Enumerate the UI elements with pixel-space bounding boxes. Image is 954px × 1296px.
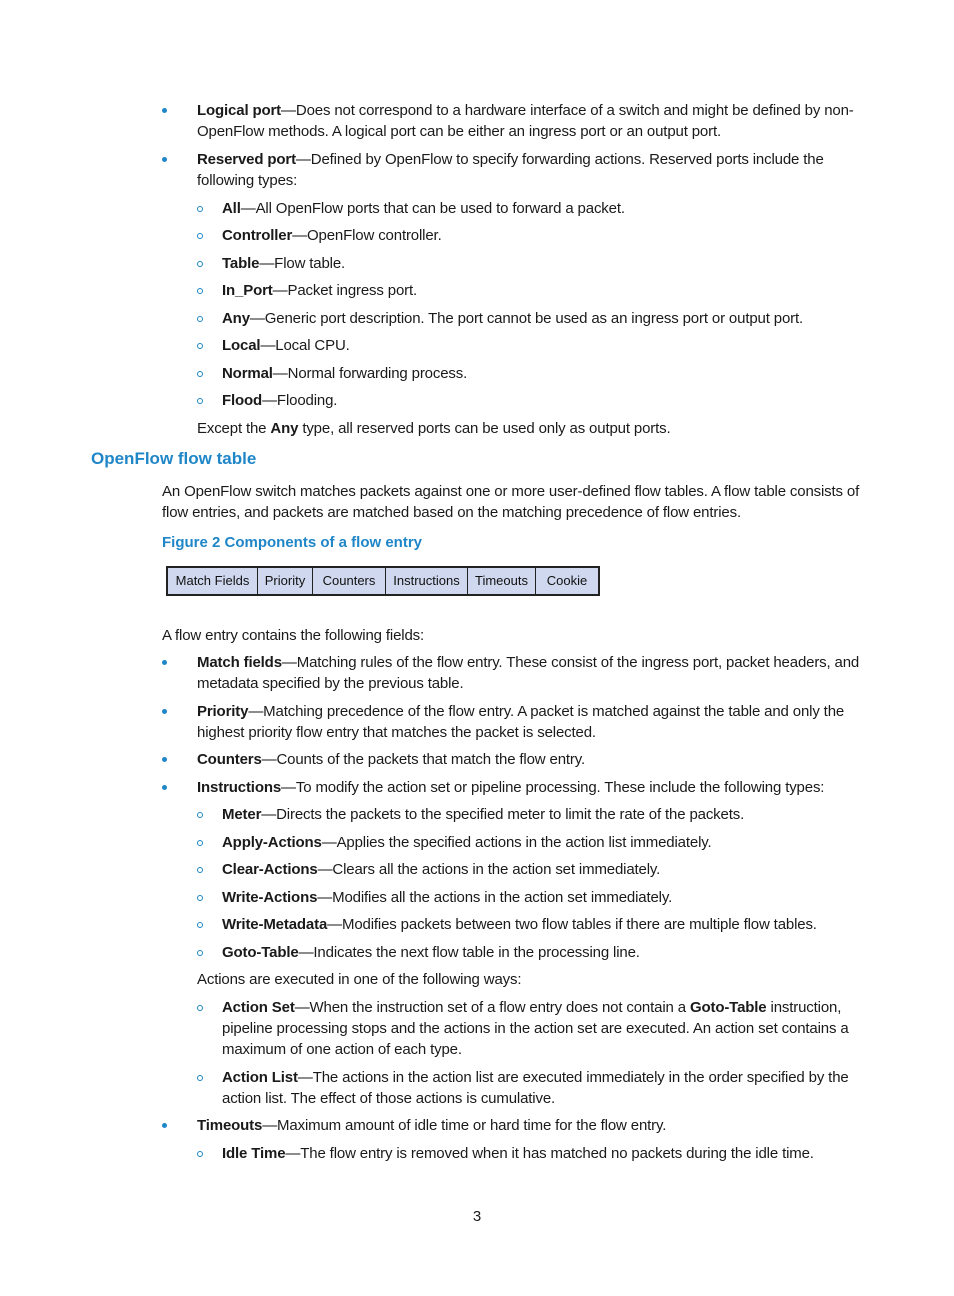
term: Idle Time (222, 1145, 286, 1162)
term: Meter (222, 806, 262, 823)
list-item (222, 914, 868, 935)
term: Apply-Actions (222, 834, 322, 851)
list-item (222, 335, 868, 356)
flow-cell-timeouts: Timeouts (468, 568, 536, 594)
description: —Defined by OpenFlow to specify forwarding actions. Reserved ports include the following types: (197, 151, 824, 189)
circle-bullet-icon (197, 812, 203, 818)
circle-bullet-icon (197, 371, 203, 377)
term: Write-Metadata (222, 916, 328, 933)
term: Logical port (197, 102, 282, 119)
term: Action Set (222, 999, 295, 1016)
description: —Counts of the packets that match the flow entry. (261, 751, 586, 768)
term: Local (222, 337, 261, 354)
circle-bullet-icon (197, 1075, 203, 1081)
list-item (222, 198, 868, 219)
description: —OpenFlow controller. (292, 227, 442, 244)
description: —Matching precedence of the flow entry. A packet is matched against the table and only the highest priority flow entry that matches the packet is selected. (197, 703, 845, 741)
circle-bullet-icon (197, 261, 203, 267)
term: Controller (222, 227, 293, 244)
bullet-icon (162, 660, 167, 665)
bullet-icon (162, 785, 167, 790)
note-text: type, all reserved ports can be used only as output ports. (298, 420, 671, 437)
note-text: Except the (197, 420, 271, 437)
circle-bullet-icon (197, 840, 203, 846)
list-item (197, 100, 869, 142)
circle-bullet-icon (197, 922, 203, 928)
flow-cell-counters: Counters (313, 568, 386, 594)
term: Counters (197, 751, 262, 768)
description: —All OpenFlow ports that can be used to forward a packet. (240, 200, 625, 217)
note-term: Any (270, 420, 299, 437)
flow-cell-priority: Priority (258, 568, 313, 594)
list-item (222, 225, 868, 246)
circle-bullet-icon (197, 316, 203, 322)
description: —Generic port description. The port cannot be used as an ingress port or output port. (249, 310, 804, 327)
actions-intro: Actions are executed in one of the following ways: (197, 971, 522, 988)
page-number: 3 (472, 1208, 482, 1225)
term: Reserved port (197, 151, 296, 168)
list-item (197, 149, 869, 191)
figure-caption: Figure 2 Components of a flow entry (162, 534, 423, 551)
list-item (222, 887, 868, 908)
list-item (197, 652, 869, 694)
list-item (222, 1067, 868, 1109)
description: —Directs the packets to the specified meter to limit the rate of the packets. (261, 806, 745, 823)
flow-cell-cookie: Cookie (546, 573, 588, 588)
description: —Packet ingress port. (272, 282, 418, 299)
term: All (222, 200, 241, 217)
term: Instructions (197, 779, 282, 796)
term: Flood (222, 392, 263, 409)
list-item (222, 1143, 868, 1164)
term: Write-Actions (222, 889, 318, 906)
description: —Applies the specified actions in the action list immediately. (321, 834, 712, 851)
circle-bullet-icon (197, 233, 203, 239)
description: —The actions in the action list are executed immediately in the order specified by the action list. The effect of those actions is cumulative. (222, 1069, 849, 1107)
description: —Normal forwarding process. (272, 365, 468, 382)
description: —Matching rules of the flow entry. These consist of the ingress port, packet headers, and metadata specified by the previous table. (197, 654, 860, 692)
description: —Flow table. (259, 255, 346, 272)
circle-bullet-icon (197, 895, 203, 901)
description: —Local CPU. (260, 337, 350, 354)
flow-cell-match-fields: Match Fields (168, 568, 258, 594)
list-item (222, 253, 868, 274)
description: —The flow entry is removed when it has matched no packets during the idle time. (285, 1145, 814, 1162)
term: Timeouts (197, 1117, 263, 1134)
term: Normal (222, 365, 273, 382)
description: —Clears all the actions in the action set immediately. (317, 861, 661, 878)
description: —To modify the action set or pipeline processing. These include the following types: (281, 779, 825, 796)
bullet-icon (162, 1123, 167, 1128)
term: Goto-Table (222, 944, 299, 961)
description: —Maximum amount of idle time or hard time for the flow entry. (262, 1117, 667, 1134)
section-intro: An OpenFlow switch matches packets against one or more user-defined flow tables. A flow table consists of flow entries, and packets are matched based on the matching precedence of flow entries. (162, 483, 860, 521)
description: —Does not correspond to a hardware interface of a switch and might be defined by non-OpenFlow methods. A logical port can be either an ingress port or an output port. (197, 102, 854, 140)
term: Priority (197, 703, 249, 720)
note-paragraph (197, 418, 869, 439)
list-item (222, 390, 868, 411)
term: Match fields (197, 654, 282, 671)
section-heading: OpenFlow flow table (91, 449, 257, 468)
list-item (222, 942, 868, 963)
circle-bullet-icon (197, 1005, 203, 1011)
bullet-icon (162, 709, 167, 714)
term: Goto-Table (689, 999, 767, 1016)
term: Clear-Actions (222, 861, 318, 878)
description: —Flooding. (262, 392, 338, 409)
circle-bullet-icon (197, 343, 203, 349)
description: —Modifies packets between two flow tables if there are multiple flow tables. (327, 916, 817, 933)
description: —When the instruction set of a flow entry does not contain a (294, 999, 690, 1016)
description: —Indicates the next flow table in the processing line. (298, 944, 640, 961)
circle-bullet-icon (197, 288, 203, 294)
circle-bullet-icon (197, 950, 203, 956)
list-item (197, 1115, 869, 1136)
flow-entry-figure (166, 566, 600, 596)
term: Action List (222, 1069, 298, 1086)
list-item (197, 749, 869, 770)
list-item (222, 859, 868, 880)
fields-intro: A flow entry contains the following fields: (162, 627, 425, 644)
list-item (222, 280, 868, 301)
list-item (197, 701, 869, 743)
description: —Modifies all the actions in the action set immediately. (317, 889, 673, 906)
circle-bullet-icon (197, 206, 203, 212)
list-item (222, 997, 868, 1060)
description: instruction, pipeline processing stops and the actions in the action set are executed. An action set contains a maximum of one action of each type. (222, 999, 849, 1058)
term: In_Port (222, 282, 273, 299)
bullet-icon (162, 157, 167, 162)
list-item (197, 777, 869, 798)
circle-bullet-icon (197, 398, 203, 404)
list-item (222, 804, 868, 825)
flow-cell-instructions: Instructions (386, 568, 468, 594)
list-item (222, 308, 868, 329)
circle-bullet-icon (197, 867, 203, 873)
term: Table (222, 255, 260, 272)
bullet-icon (162, 108, 167, 113)
list-item (222, 363, 868, 384)
circle-bullet-icon (197, 1151, 203, 1157)
bullet-icon (162, 757, 167, 762)
list-item (222, 832, 868, 853)
term: Any (222, 310, 250, 327)
